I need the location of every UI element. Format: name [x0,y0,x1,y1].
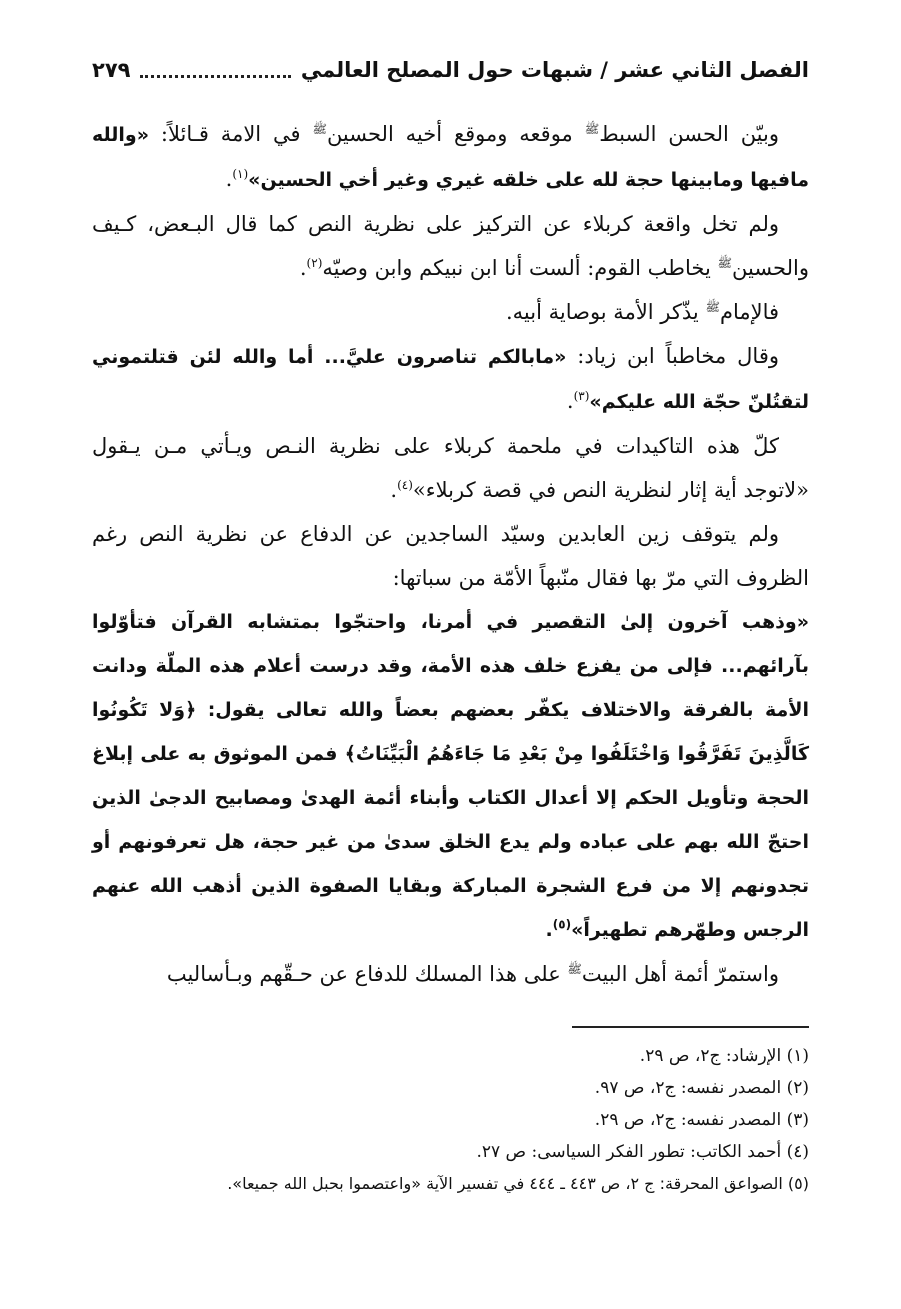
footnote-ref: (٣) [573,389,590,403]
quotation: «مابالكم تناصرون عليَّ... أما والله لئن قتلتموني لتقتُلنّ حجّة الله عليكم» [92,346,809,413]
footnote-ref: (٢) [306,256,323,270]
footnotes [92,1040,809,1200]
honorific-mark: ﷺ [717,256,732,270]
paragraph-6: ولم يتوقف زين العابدين وسيّد الساجدين عن الدفاع عن نظرية النص رغم الظروف التي مرّ بها فقال منّبهاً الأمّة من سباتها: [92,522,809,590]
footnote-ref: (٤) [397,478,413,492]
quotation: «والله مافيها ومابينها حجة لله على خلقه غيري وغير أخي الحسين» [92,124,809,191]
honorific-mark: ﷺ [567,962,582,976]
footnote-1: (١) الإرشاد: ج٢، ص ٢٩. [639,1046,809,1066]
page-header [92,50,809,90]
paragraph-7: واستمرّ أئمة أهل البيت$^ﷺ$ على هذا المسلك للدفاع عن حـقّهم وبـأساليب [166,962,779,986]
quote-block: «وذهب آخرون إلىٰ التقصير في أمرنا، واحتجّوا بمتشابه القرآن فتأوّلوا بآرائهم... فإلى من يفزع خلف هذه الأمة، وقد درست أعلام هذه الملّة ودانت الأمة بالفرقة والاختلاف يكفّر بعضهم بعضاً والله تعالى يقول: ﴿وَلا تَكُونُوا كَالَّذِينَ تَفَرَّقُوا وَاخْتَلَفُوا مِنْ بَعْدِ مَا جَاءَهُمُ الْبَيِّنَاتُ﴾ فمن الموثوق به على إبلاغ الحجة وتأويل الحكم إلا أعدال الكتاب وأبناء أئمة الهدىٰ ومصابيح الدجىٰ الذين احتجّ الله بهم على عباده ولم يدع الخلق سدىٰ من غير حجة، هل تعرفونهم أو تجدونهم إلا من فرع الشجرة المباركة وبقايا الصفوة الذين أذهب الله عنهم الرجس وطهّرهم تطهيراً»$^{(٥)}$. [92,611,809,941]
footnote-2: (٢) المصدر نفسه: ج٢، ص ٩٧. [594,1078,809,1098]
footnote-separator [572,1026,809,1028]
honorific-mark: ﷺ [705,300,720,314]
paragraph-5: كلّ هذه التاكيدات في ملحمة كربلاء على نظرية النـص ويـأتي مـن يـقول «لاتوجد أية إثار لنظرية النص في قصة كربلاء»$^{(٤)}$. [92,434,809,502]
footnote-5: (٥) الصواعق المحرقة: ج ٢، ص ٤٤٣ ـ ٤٤٤ في تفسير الآية «واعتصموا بحبل الله جميعا». [227,1174,809,1193]
honorific-mark: ﷺ [312,122,327,136]
footnote-ref: (١) [232,167,249,181]
paragraph-1: وبيّن الحسن السبط$^ﷺ$ موقعه وموقع أخيه الحسين$^ﷺ$ في الامة قـائلاً: «والله مافيها ومابينها حجة لله على خلقه غيري وغير أخي الحسين»$^{(١)}$. [92,122,809,191]
page-number: ٢٧٩ [92,58,131,82]
main-text [92,112,809,996]
footnote-4: (٤) أحمد الكاتب: تطور الفكر السياسى: ص ٢٧. [476,1142,809,1162]
footnote-ref: (٥) [552,917,572,932]
paragraph-4: وقال مخاطباً ابن زياد: «مابالكم تناصرون عليَّ... أما والله لئن قتلتموني لتقتُلنّ حجّة الله عليكم»$^{(٣)}$. [92,344,809,413]
footnote-3: (٣) المصدر نفسه: ج٢، ص ٢٩. [594,1110,809,1130]
chapter-title: الفصل الثاني عشر / شبهات حول المصلح العالمي [300,58,809,82]
paragraph-2: ولم تخل واقعة كربلاء عن التركيز على نظرية النص كما قال البـعض، كـيف والحسين$^ﷺ$ يخاطب القوم: ألست أنا ابن نبيكم وابن وصيّه$^{(٢)}$. [92,212,809,280]
honorific-mark: ﷺ [584,122,600,136]
header-dot-leader [140,63,290,78]
paragraph-3: فالإمام$^ﷺ$ يذّكر الأمة بوصاية أبيه. [505,300,779,324]
